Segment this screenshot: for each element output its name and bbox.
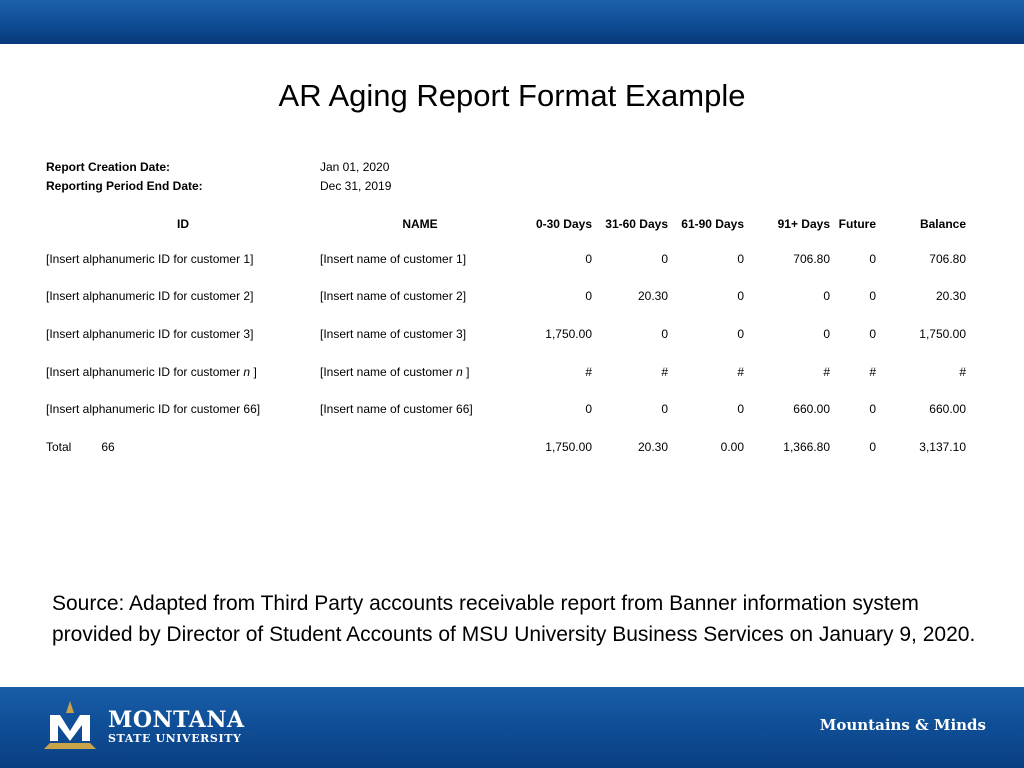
total-label-cell <box>40 428 320 466</box>
customer-name-suffix: ] <box>462 364 470 379</box>
top-banner <box>0 0 1024 44</box>
report-creation-label: Report Creation Date: <box>46 160 171 174</box>
amount-91-plus: 660.00 <box>793 402 830 417</box>
amount-31-60: 0 <box>661 251 668 266</box>
total-row <box>40 428 966 466</box>
total-name-empty <box>320 428 520 466</box>
amount-31-60: # <box>661 364 668 379</box>
table-header-row <box>40 208 966 240</box>
amount-91-plus: 0 <box>823 326 830 341</box>
amount-balance: 20.30 <box>935 289 966 304</box>
amount-0-30: 0 <box>585 251 592 266</box>
header-61-90-days: 61-90 Days <box>681 217 744 231</box>
amount-future: 0 <box>869 289 876 304</box>
amount-0-30: 0 <box>585 402 592 417</box>
report-creation-value: Jan 01, 2020 <box>320 160 390 174</box>
amount-61-90: # <box>737 364 744 379</box>
amount-0-30: # <box>585 364 592 379</box>
amount-31-60: 0 <box>661 402 668 417</box>
reporting-period-value: Dec 31, 2019 <box>320 179 392 193</box>
customer-name: [Insert name of customer 2] <box>320 289 467 304</box>
total-91-plus: 1,366.80 <box>783 439 830 454</box>
total-label: Total <box>46 439 72 454</box>
total-count: 66 <box>101 439 115 454</box>
msu-m-logo-icon <box>40 699 100 751</box>
amount-31-60: 20.30 <box>637 289 668 304</box>
customer-id: [Insert alphanumeric ID for customer 1] <box>46 251 254 266</box>
amount-0-30: 1,750.00 <box>545 326 592 341</box>
amount-balance: 1,750.00 <box>919 326 966 341</box>
amount-61-90: 0 <box>737 326 744 341</box>
aging-table <box>40 208 966 466</box>
customer-id <box>40 353 320 391</box>
amount-future: 0 <box>869 326 876 341</box>
total-31-60: 20.30 <box>637 439 668 454</box>
amount-61-90: 0 <box>737 402 744 417</box>
table-row <box>40 353 966 391</box>
header-91-plus-days: 91+ Days <box>777 217 830 231</box>
customer-id-variable: n <box>243 364 251 379</box>
header-31-60-days: 31-60 Days <box>605 217 668 231</box>
customer-name <box>320 353 520 391</box>
amount-91-plus: # <box>823 364 830 379</box>
header-name: NAME <box>402 217 438 231</box>
customer-name: [Insert name of customer 3] <box>320 326 467 341</box>
header-id: ID <box>177 217 189 231</box>
amount-balance: 706.80 <box>929 251 966 266</box>
amount-61-90: 0 <box>737 289 744 304</box>
total-balance: 3,137.10 <box>919 439 966 454</box>
amount-future: 0 <box>869 251 876 266</box>
table-row <box>40 278 966 316</box>
amount-31-60: 0 <box>661 326 668 341</box>
amount-balance: # <box>959 364 966 379</box>
customer-id: [Insert alphanumeric ID for customer 3] <box>46 326 254 341</box>
total-61-90: 0.00 <box>720 439 744 454</box>
slide-title: AR Aging Report Format Example <box>278 78 746 113</box>
amount-0-30: 0 <box>585 289 592 304</box>
total-0-30: 1,750.00 <box>545 439 592 454</box>
amount-balance: 660.00 <box>929 402 966 417</box>
amount-future: # <box>869 364 876 379</box>
table-row <box>40 240 966 278</box>
table-row <box>40 390 966 428</box>
customer-id-prefix: [Insert alphanumeric ID for customer <box>46 364 244 379</box>
customer-name-variable: n <box>456 364 463 379</box>
amount-61-90: 0 <box>737 251 744 266</box>
table-row <box>40 315 966 353</box>
footer-banner <box>0 687 1024 768</box>
customer-name: [Insert name of customer 66] <box>320 402 473 417</box>
logo-wordmark-montana: MONTANA <box>108 707 245 733</box>
amount-91-plus: 0 <box>823 289 830 304</box>
header-future: Future <box>838 217 876 231</box>
logo-wordmark-state-university: STATE UNIVERSITY <box>108 732 242 745</box>
header-0-30-days: 0-30 Days <box>535 217 592 231</box>
customer-name-prefix: [Insert name of customer <box>320 364 457 379</box>
customer-name: [Insert name of customer 1] <box>320 251 467 266</box>
tagline: Mountains & Minds <box>819 716 986 734</box>
source-citation: Source: Adapted from Third Party accounts receivable report from Banner information system provided by Director of Student Accounts of MSU University Business Services on January 9, 2020. <box>52 592 976 646</box>
amount-future: 0 <box>869 402 876 417</box>
customer-id: [Insert alphanumeric ID for customer 2] <box>46 289 254 304</box>
reporting-period-label: Reporting Period End Date: <box>46 179 203 193</box>
total-future: 0 <box>869 439 876 454</box>
amount-91-plus: 706.80 <box>793 251 830 266</box>
customer-id: [Insert alphanumeric ID for customer 66] <box>46 402 261 417</box>
customer-id-suffix: ] <box>250 364 257 379</box>
header-balance: Balance <box>919 217 966 231</box>
